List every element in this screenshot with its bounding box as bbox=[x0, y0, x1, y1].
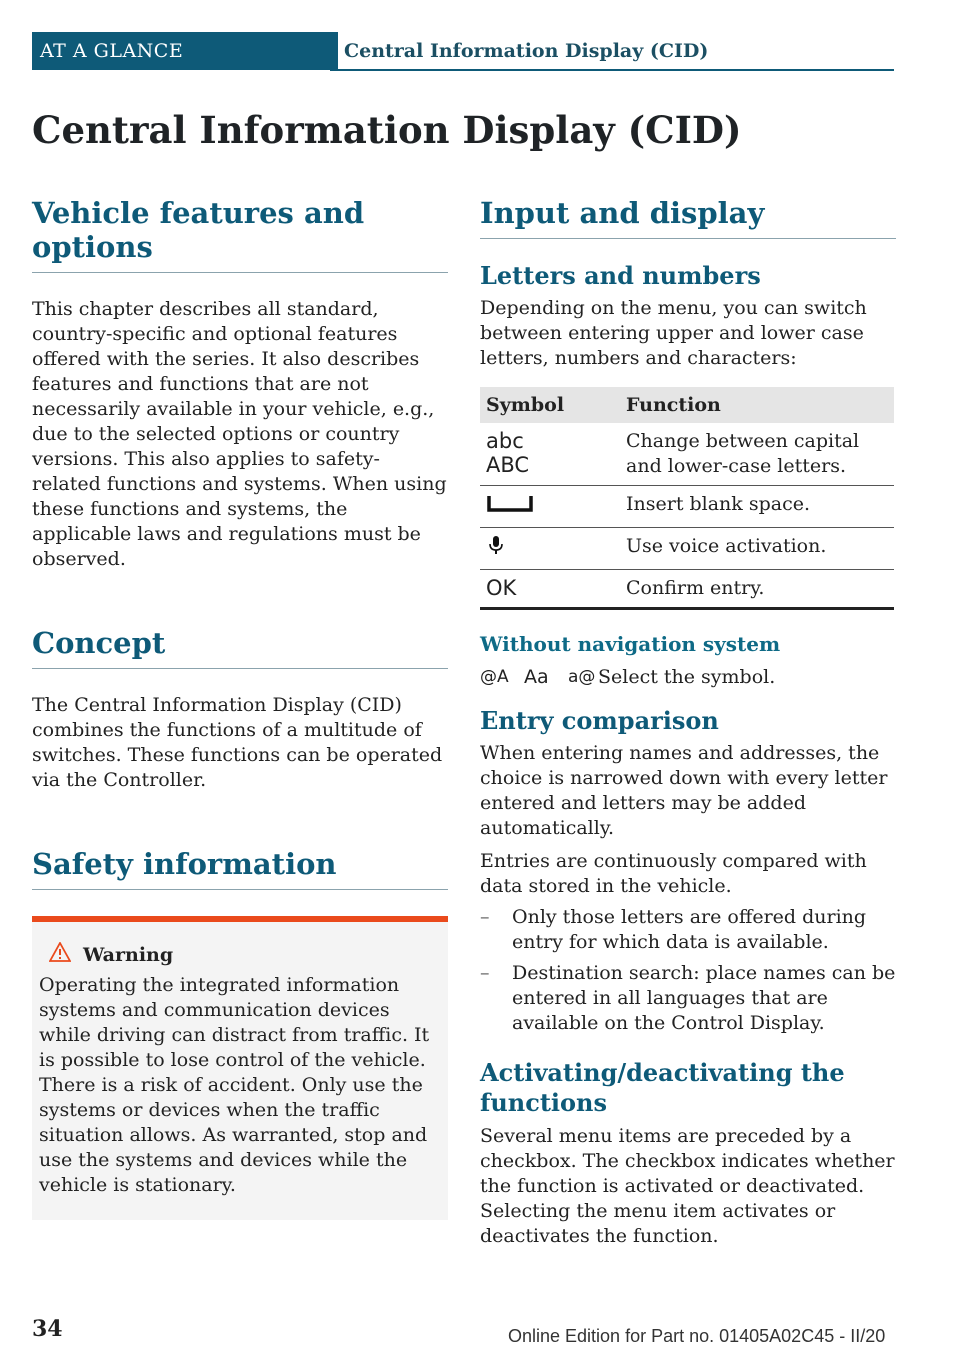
bullet-text: Destination search: place names can be entered in all languages that are available on the Control Display. bbox=[512, 962, 896, 1034]
col-symbol: Symbol bbox=[480, 387, 620, 423]
microphone-symbol-cell bbox=[480, 528, 620, 570]
entry-continuous-text: Entries are continuously compared with data stored in the vehicle. bbox=[480, 850, 867, 897]
heading-safety-information: Safety information bbox=[32, 843, 448, 890]
heading-concept: Concept bbox=[32, 622, 448, 669]
warning-triangle-icon bbox=[49, 942, 71, 967]
list-item: – Destination search: place names can be entered in all languages that are available on the Control Display. bbox=[480, 962, 896, 1034]
select-symbol-text: Select the symbol. bbox=[598, 666, 776, 688]
space-symbol-cell bbox=[480, 486, 620, 528]
col-function: Function bbox=[620, 387, 894, 423]
symbol-row bbox=[480, 666, 896, 688]
symbol-table bbox=[480, 387, 894, 610]
function-cell: Change between capital and lower-case letters. bbox=[620, 423, 894, 486]
table-row bbox=[480, 486, 894, 528]
page-number: 34 bbox=[32, 1316, 63, 1342]
letters-text: Depending on the menu, you can switch between entering upper and lower case letters, numbers and characters: bbox=[480, 297, 867, 369]
microphone-icon bbox=[486, 539, 506, 561]
table-row bbox=[480, 528, 894, 570]
warning-header bbox=[39, 942, 442, 967]
page-title: Central Information Display (CID) bbox=[32, 108, 742, 152]
entry-bullet-list bbox=[480, 905, 896, 1036]
list-item: – Only those letters are offered during entry for which data is available. bbox=[480, 906, 867, 953]
vehicle-features-text: This chapter describes all standard, country-specific and optional features offered with the series. It also describes features and functions that are not necessarily available in your vehicle, e.g., due to the selected options or country versions. This also applies to safety-related functions and systems. When using these functions and systems, the applicable laws and regulations must be observed. bbox=[32, 298, 447, 570]
function-cell: Confirm entry. bbox=[620, 570, 894, 609]
lower-a-at-icon: a@ bbox=[568, 667, 596, 687]
running-title: Central Information Display (CID) bbox=[344, 40, 709, 62]
space-icon bbox=[486, 497, 534, 519]
upper-lower-a-icon: Aa bbox=[524, 666, 549, 688]
concept-text: The Central Information Display (CID) combines the functions of a multitude of switches. These functions can be operated via the Controller. bbox=[32, 694, 443, 791]
heading-vehicle-features: Vehicle features and options bbox=[32, 192, 448, 273]
function-cell: Insert blank space. bbox=[620, 486, 894, 528]
abc-symbol-cell bbox=[480, 423, 620, 486]
table-header-row bbox=[480, 387, 894, 423]
edition-footer: Online Edition for Part no. 01405A02C45 - II/20 bbox=[508, 1326, 886, 1346]
heading-activating-deactivating: Activating/deactivating the functions bbox=[480, 1058, 845, 1117]
warning-text: Operating the integrated information systems and communication devices while driving can distract from traffic. It is possible to lose control of the vehicle. There is a risk of accident. Only use the systems or devices when the traffic situation allows. As warranted, stop and use the systems and devices while the vehicle is stationary. bbox=[39, 974, 430, 1196]
warning-label: Warning bbox=[83, 943, 174, 966]
heading-letters-numbers: Letters and numbers bbox=[480, 261, 761, 290]
ok-symbol: OK bbox=[480, 570, 620, 609]
table-row bbox=[480, 570, 894, 609]
left-column bbox=[32, 192, 448, 1220]
heading-without-navigation: Without navigation system bbox=[480, 632, 781, 656]
at-upper-a-icon: @A bbox=[480, 667, 509, 687]
abc-lower-symbol: abc bbox=[486, 429, 524, 453]
table-row bbox=[480, 423, 894, 486]
section-tab: AT A GLANCE bbox=[32, 32, 338, 70]
activating-text: Several menu items are preceded by a checkbox. The checkbox indicates whether the function is activated or deactivated. Selecting the menu item activates or deactivates the function. bbox=[480, 1125, 895, 1247]
page-header bbox=[32, 32, 894, 70]
right-column bbox=[480, 192, 896, 1249]
bullet-text: Only those letters are offered during entry for which data is available. bbox=[512, 906, 867, 953]
abc-upper-symbol: ABC bbox=[486, 453, 530, 477]
entry-comparison-text: When entering names and addresses, the choice is narrowed down with every letter entered and letters may be added automatically. bbox=[480, 742, 888, 839]
heading-entry-comparison: Entry comparison bbox=[480, 706, 719, 735]
function-cell: Use voice activation. bbox=[620, 528, 894, 570]
warning-box bbox=[32, 916, 448, 1220]
heading-input-display: Input and display bbox=[480, 192, 896, 239]
header-rule bbox=[330, 69, 894, 71]
